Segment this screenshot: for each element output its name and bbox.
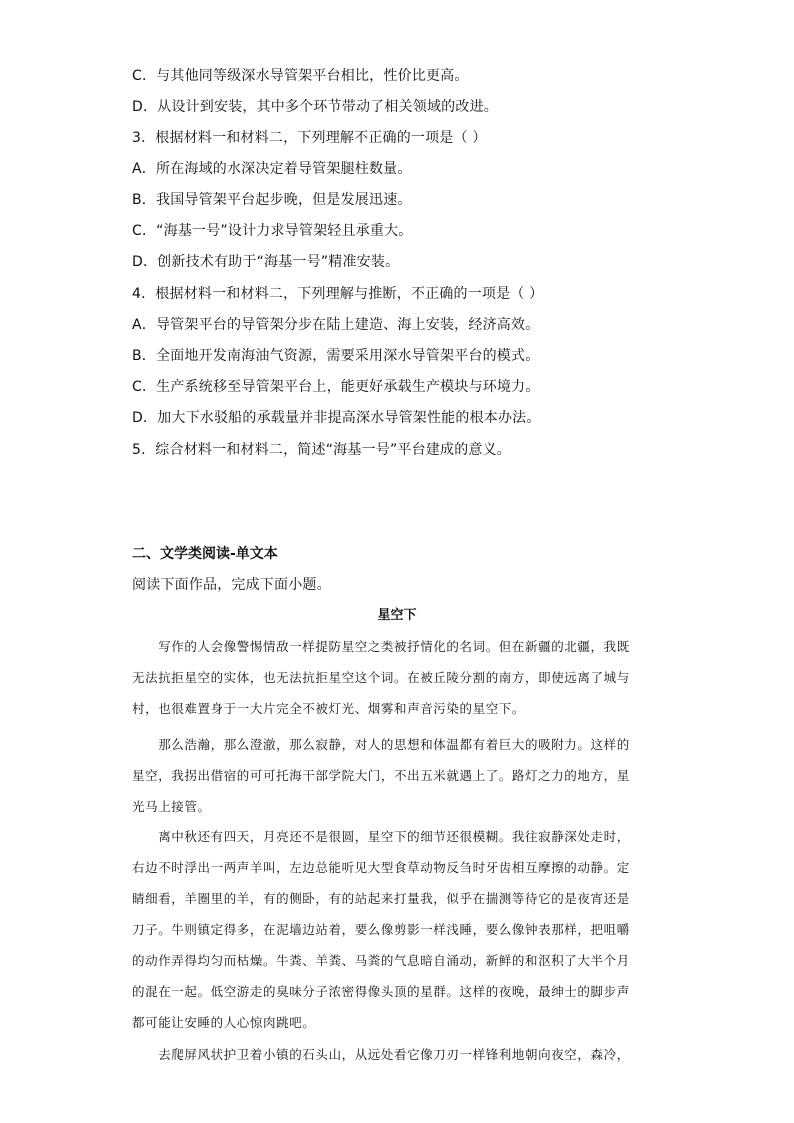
article-line: 村，也很难置身于一大片完全不被灯光、烟雾和声音污染的星空下。 xyxy=(132,701,526,716)
article-line: 右边不时浮出一两声羊叫，左边总能听见大型食草动物反刍时牙齿相互摩擦的动静。定 xyxy=(132,860,630,875)
article-line: 刀子。牛则镇定得多，在泥墙边站着，要么像剪影一样浅睡，要么像钟表那样，把咀嚼 xyxy=(132,922,630,937)
q2-option-c: C．与其他同等级深水导管架平台相比，性价比更高。 xyxy=(132,68,469,84)
q4-option-b: B．全面地开发南海油气资源，需要采用深水导管架平台的模式。 xyxy=(132,348,540,364)
q2-option-d: D．从设计到安装，其中多个环节带动了相关领域的改进。 xyxy=(132,99,498,115)
article-line: 去爬屏风状护卫着小镇的石头山，从远处看它像刀刃一样锋利地朝向夜空，森冷， xyxy=(132,1047,630,1062)
article-line: 写作的人会像警惕情敌一样提防星空之类被抒情化的名词。但在新疆的北疆，我既 xyxy=(132,639,630,654)
q3-option-b: B．我国导管架平台起步晚，但是发展迅速。 xyxy=(132,192,412,208)
q3-option-a: A．所在海域的水深决定着导管架腿柱数量。 xyxy=(132,161,412,177)
q4-stem: 4．根据材料一和材料二，下列理解与推断，不正确的一项是（ ） xyxy=(132,286,544,302)
article-line: 睛细看，羊圈里的羊，有的侧卧，有的站起来打量我，似乎在揣测等待它的是夜宵还是 xyxy=(132,891,630,906)
section-heading: 二、文学类阅读-单文本 xyxy=(132,546,278,562)
q4-option-c: C．生产系统移至导管架平台上，能更好承载生产模块与环境力。 xyxy=(132,379,540,395)
article-line: 星空，我拐出借宿的可可托海干部学院大门，不出五米就遇上了。路灯之力的地方，星 xyxy=(132,768,630,783)
article-line: 无法抗拒星空的实体，也无法抗拒星空这个词。在被丘陵分割的南方，即使远离了城与 xyxy=(132,670,630,685)
article-line: 的混在一起。低空游走的臭味分子浓密得像头顶的星群。这样的夜晚，最绅士的脚步声 xyxy=(132,984,630,999)
q4-option-d: D．加大下水驳船的承载量并非提高深水导管架性能的根本办法。 xyxy=(132,410,541,426)
article-title: 星空下 xyxy=(377,608,417,623)
article-line: 都可能让安睡的人心惊肉跳吧。 xyxy=(132,1015,316,1030)
q3-stem: 3．根据材料一和材料二，下列理解不正确的一项是（ ） xyxy=(132,130,487,146)
q3-option-d: D．创新技术有助于“海基一号”精准安装。 xyxy=(132,254,400,270)
section-instruction: 阅读下面作品，完成下面小题。 xyxy=(132,577,331,593)
article-line: 那么浩瀚，那么澄澈，那么寂静，对人的思想和体温都有着巨大的吸附力。这样的 xyxy=(132,737,630,752)
q5-stem: 5．综合材料一和材料二，简述“海基一号”平台建成的意义。 xyxy=(132,442,512,458)
q3-option-c: C．“海基一号”设计力求导管架轻且承重大。 xyxy=(132,223,413,239)
article-line: 的动作弄得均匀而枯燥。牛粪、羊粪、马粪的气息暗自涌动，新鲜的和沤积了大半个月 xyxy=(132,953,630,968)
q4-option-a: A．导管架平台的导管架分步在陆上建造、海上安装，经济高效。 xyxy=(132,317,540,333)
article-line: 光马上接管。 xyxy=(132,799,211,814)
article-line: 离中秋还有四天，月亮还不是很圆，星空下的细节还很模糊。我往寂静深处走时， xyxy=(132,829,630,844)
